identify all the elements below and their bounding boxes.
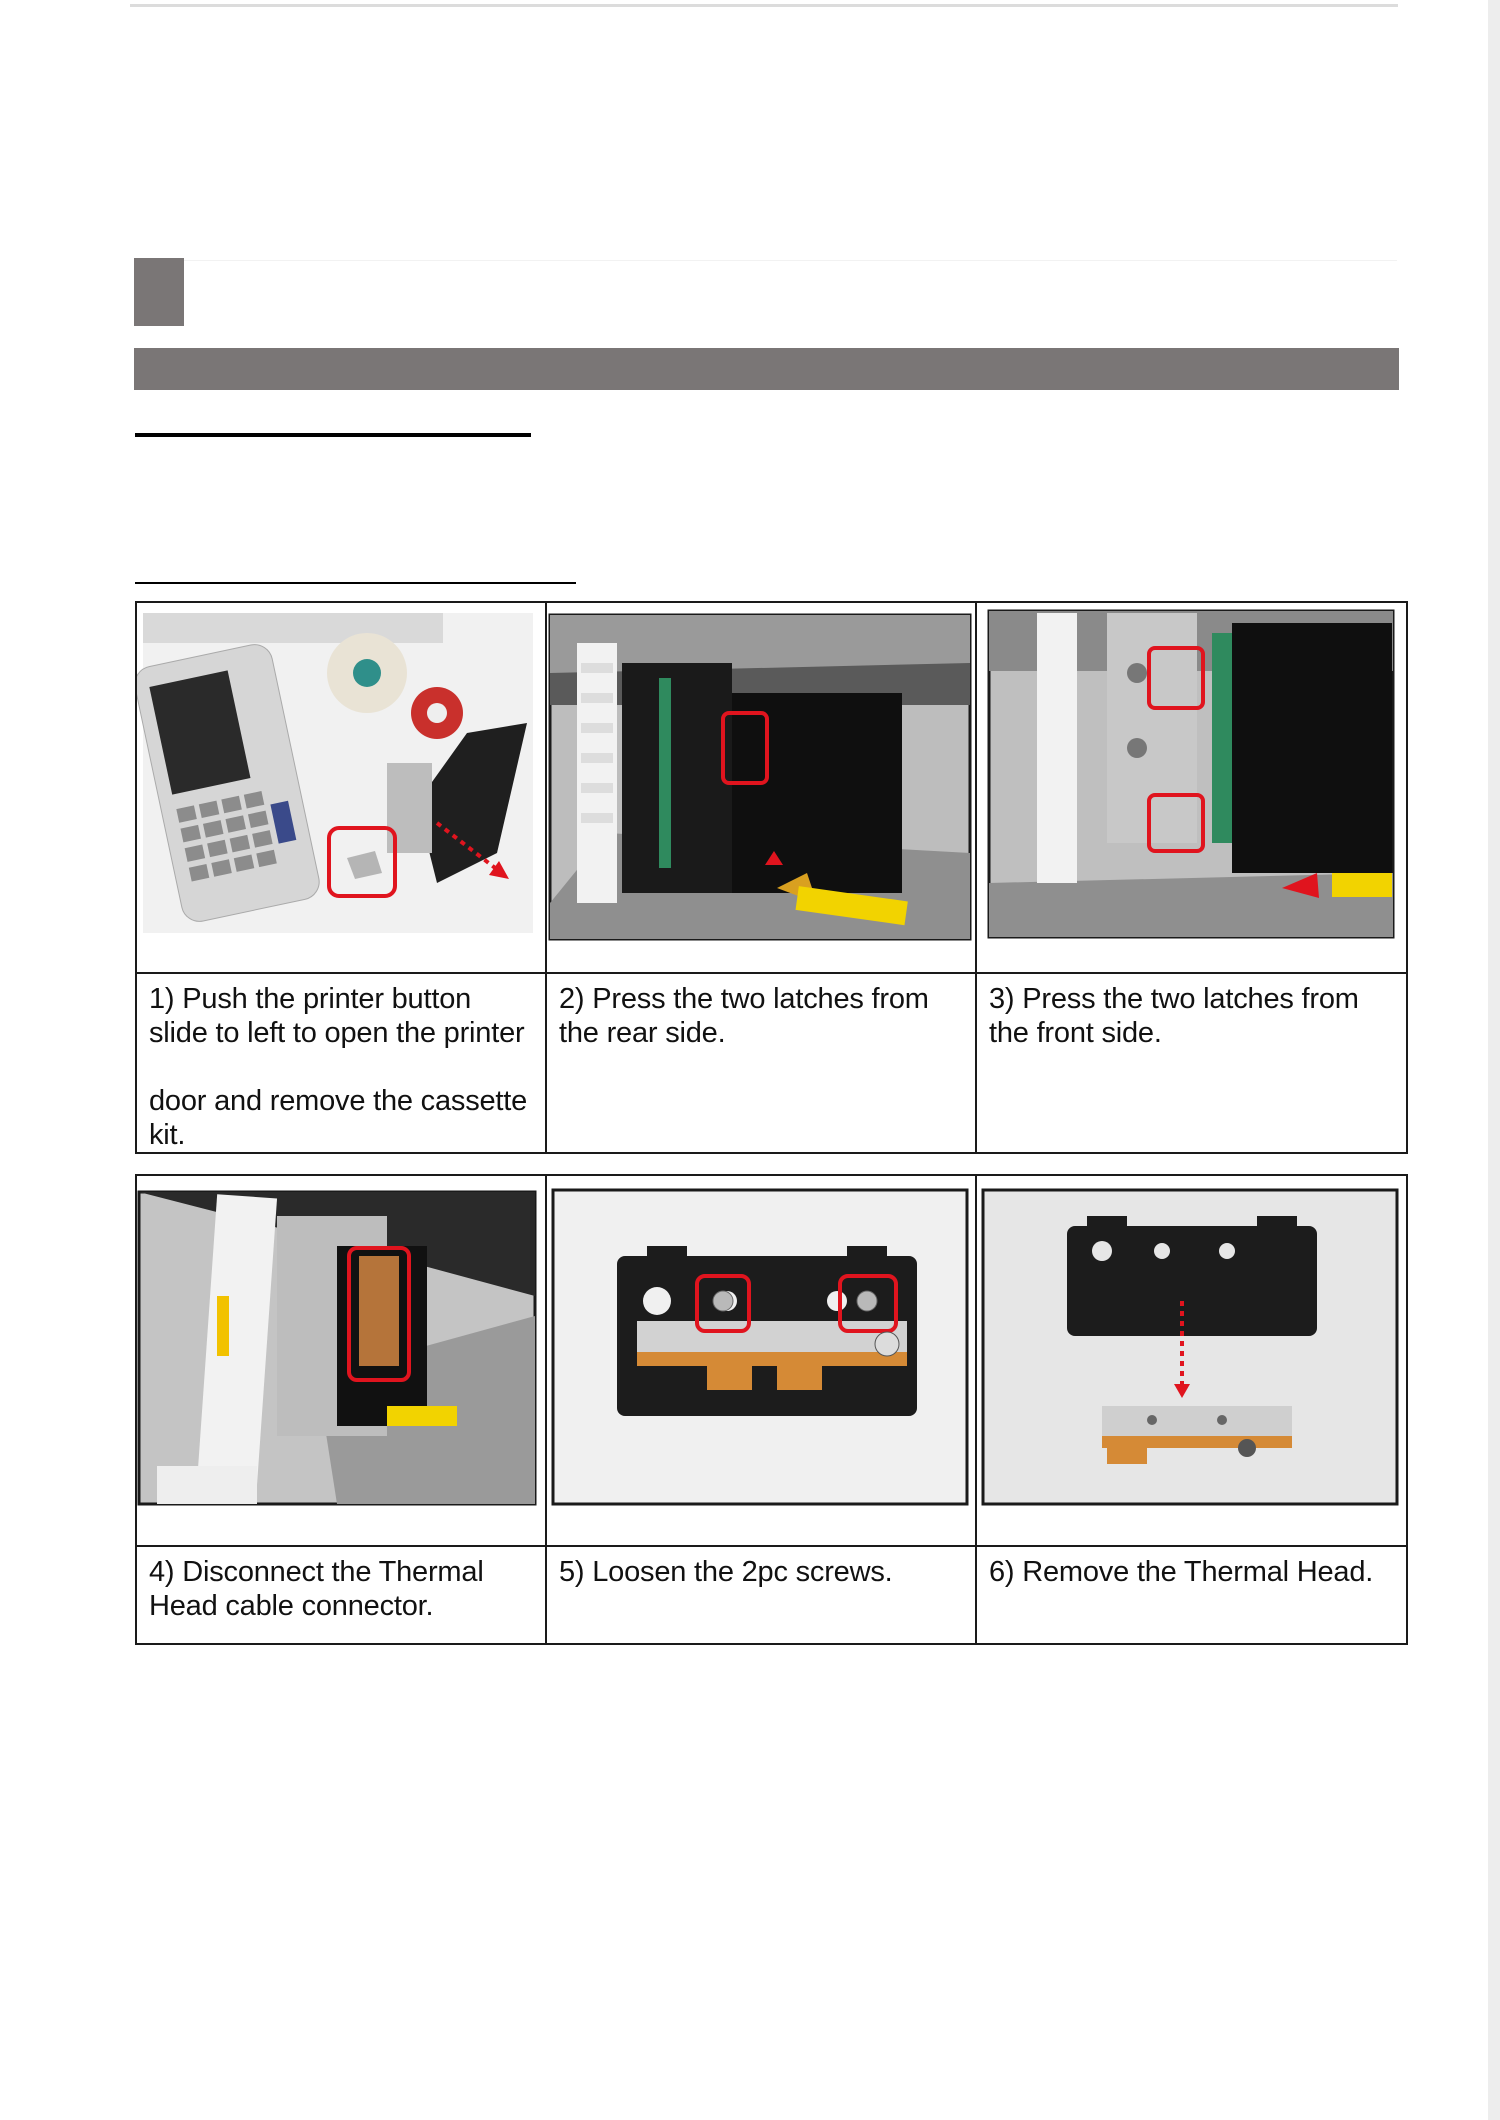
step-5-photo-cell bbox=[546, 1175, 976, 1546]
cable-connector-photo bbox=[137, 1176, 543, 1541]
steps-table-row2 bbox=[135, 1174, 1408, 1645]
step-3-caption: 3) Press the two latches from the front side. bbox=[989, 983, 1359, 1049]
step-2-caption-cell bbox=[546, 973, 976, 1153]
screws-photo bbox=[547, 1176, 973, 1541]
step-2-caption: 2) Press the two latches from the rear side. bbox=[559, 983, 929, 1049]
step-3-caption-cell bbox=[976, 973, 1407, 1153]
subheading-rule-secondary bbox=[135, 582, 576, 584]
caption-row bbox=[136, 1546, 1407, 1644]
steps-table-row1 bbox=[135, 601, 1408, 1154]
step-6-caption: 6) Remove the Thermal Head. bbox=[989, 1556, 1374, 1588]
front-latch-photo bbox=[977, 603, 1404, 968]
caption-row bbox=[136, 973, 1407, 1153]
top-rule bbox=[130, 4, 1398, 7]
step-5-caption: 5) Loosen the 2pc screws. bbox=[559, 1556, 893, 1588]
thermal-head-removal-photo bbox=[977, 1176, 1404, 1541]
step-1-caption: 1) Push the printer button slide to left to open the printer door and remove the cassette kit. bbox=[149, 983, 528, 1151]
step-1-caption-cell bbox=[136, 973, 546, 1153]
step-4-caption: 4) Disconnect the Thermal Head cable connector. bbox=[149, 1556, 484, 1622]
photo-row bbox=[136, 1175, 1407, 1546]
step-6-photo-cell bbox=[976, 1175, 1407, 1546]
step-3-photo-cell bbox=[976, 602, 1407, 973]
photo-row bbox=[136, 602, 1407, 973]
step-4-photo-cell bbox=[136, 1175, 546, 1546]
step-6-caption-cell bbox=[976, 1546, 1407, 1644]
step-1-photo-cell bbox=[136, 602, 546, 973]
section-marker-block bbox=[134, 258, 184, 326]
rear-latch-photo bbox=[547, 603, 973, 968]
step-4-caption-cell bbox=[136, 1546, 546, 1644]
step-2-photo-cell bbox=[546, 602, 976, 973]
section-header-band bbox=[134, 348, 1399, 390]
step-5-caption-cell bbox=[546, 1546, 976, 1644]
subheading-rule bbox=[135, 433, 531, 437]
page-edge bbox=[1488, 0, 1500, 2120]
section-faint-line bbox=[135, 260, 1397, 261]
printer-door-open-photo bbox=[137, 603, 537, 968]
